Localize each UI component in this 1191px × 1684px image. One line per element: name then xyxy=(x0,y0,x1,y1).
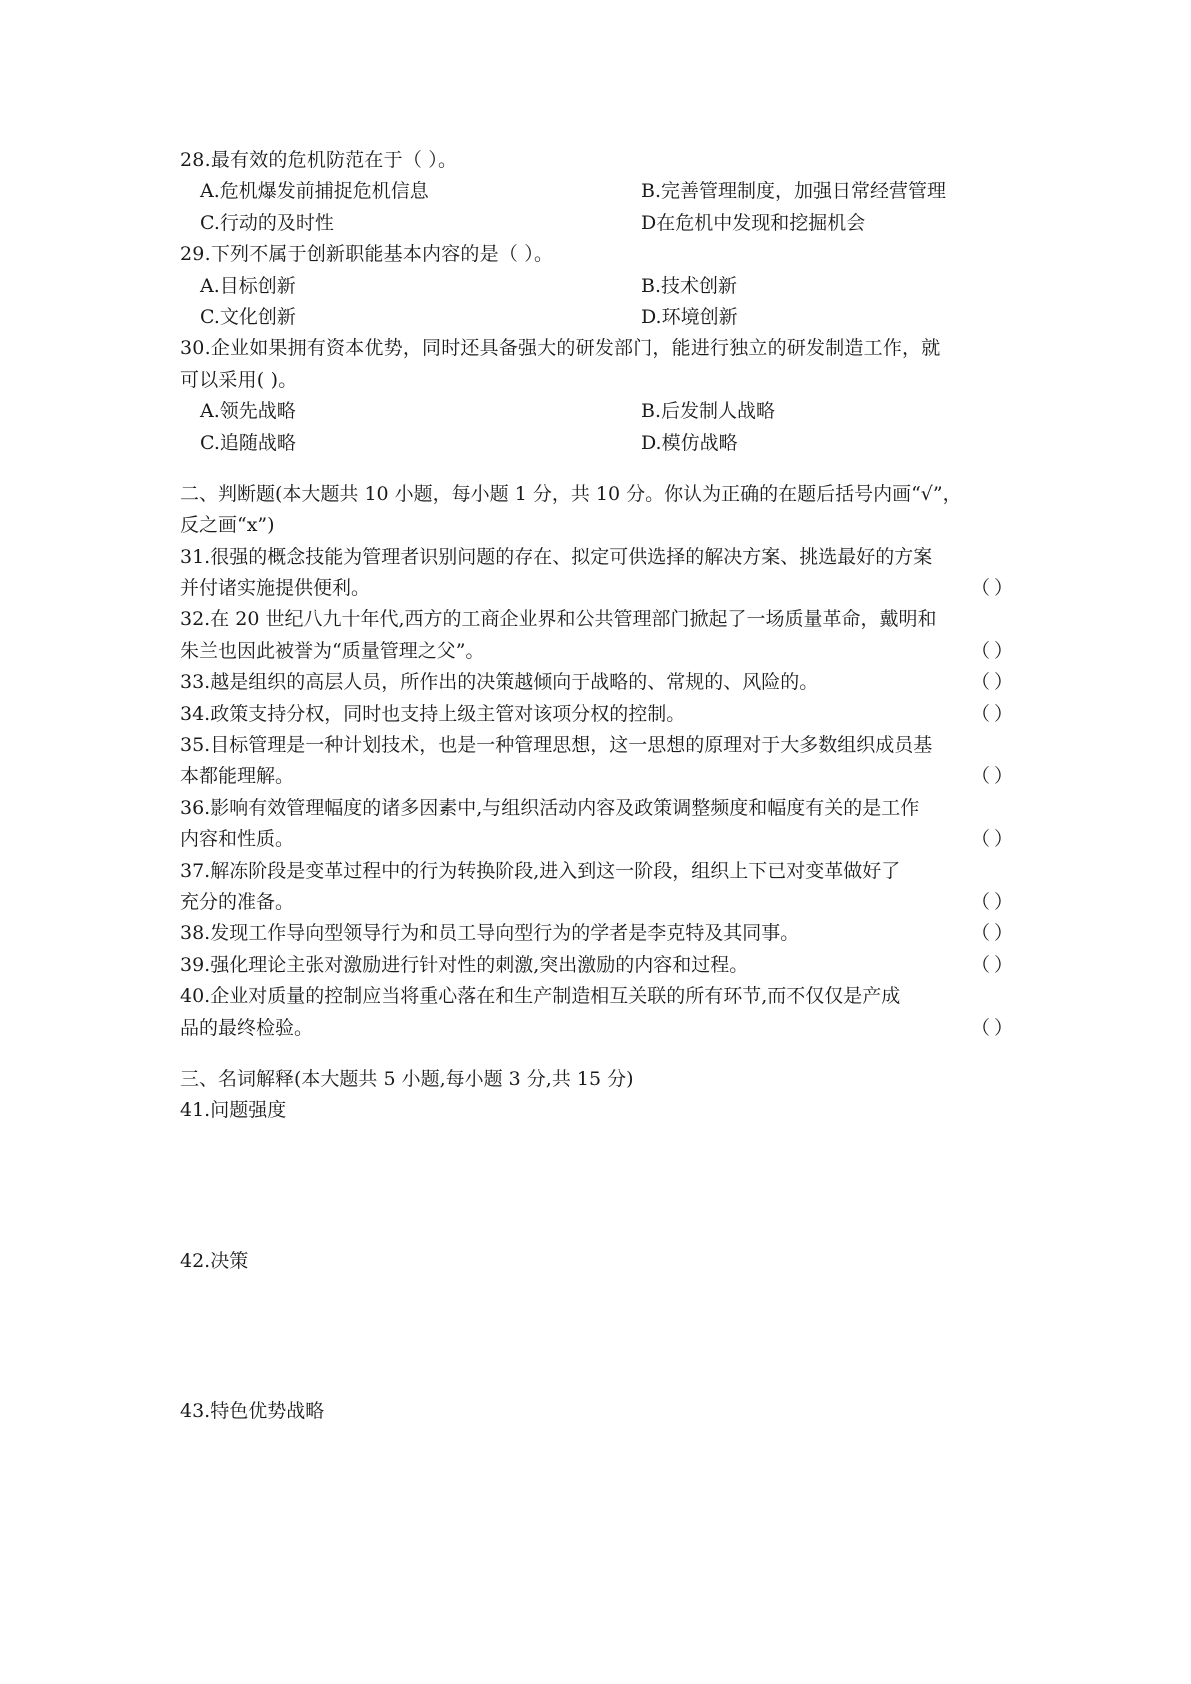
judgement-item-37 xyxy=(180,856,1015,919)
judgement-item-35 xyxy=(180,730,1015,793)
question-29 xyxy=(180,239,1015,333)
answer-blank[interactable]: （ ） xyxy=(971,577,1013,600)
option-b: B.完善管理制度，加强日常经营管理 xyxy=(641,180,947,203)
option-b: B.技术创新 xyxy=(641,274,738,297)
judgement-item-31 xyxy=(180,542,1015,605)
option-a: A.危机爆发前捕捉危机信息 xyxy=(200,180,429,203)
options-row xyxy=(180,302,1015,333)
options-row xyxy=(180,396,1015,427)
option-b: B.后发制人战略 xyxy=(641,400,776,423)
term-item-43: 43.特色优势战略 xyxy=(180,1400,325,1423)
question-stem: 29.下列不属于创新职能基本内容的是（ ）。 xyxy=(180,243,554,266)
answer-blank[interactable]: （ ） xyxy=(971,953,1013,976)
answer-space[interactable] xyxy=(180,1127,1015,1246)
answer-blank[interactable]: （ ） xyxy=(971,671,1013,694)
item-text-cont: 充分的准备。 xyxy=(180,890,295,913)
options-row xyxy=(180,208,1015,239)
answer-blank[interactable]: （ ） xyxy=(971,702,1013,725)
answer-blank[interactable]: （ ） xyxy=(971,890,1013,913)
answer-blank[interactable]: （ ） xyxy=(971,828,1013,851)
question-stem: 28.最有效的危机防范在于（ ）。 xyxy=(180,149,458,171)
judgement-list xyxy=(180,542,1015,1044)
option-c: C.文化创新 xyxy=(200,305,296,328)
item-text: 40.企业对质量的控制应当将重心落在和生产制造相互关联的所有环节,而不仅仅是产成 xyxy=(180,985,901,1008)
question-stem: 30.企业如果拥有资本优势，同时还具备强大的研发部门，能进行独立的研发制造工作，就 xyxy=(180,337,941,360)
item-text: 37.解冻阶段是变革过程中的行为转换阶段,进入到这一阶段，组织上下已对变革做好了 xyxy=(180,859,901,882)
option-c: C.行动的及时性 xyxy=(200,211,334,234)
item-text: 35.目标管理是一种计划技术，也是一种管理思想，这一思想的原理对于大多数组织成员基 xyxy=(180,734,933,757)
option-d: D.环境创新 xyxy=(641,305,738,328)
options-row xyxy=(180,271,1015,302)
option-a: A.目标创新 xyxy=(200,274,296,297)
item-text-cont: 朱兰也因此被誉为“质量管理之父”。 xyxy=(180,639,485,662)
question-30 xyxy=(180,333,1015,459)
section-title: 二、判断题(本大题共 10 小题，每小题 1 分，共 10 分。你认为正确的在题后括号内画“√”， xyxy=(180,482,962,505)
option-d: D在危机中发现和挖掘机会 xyxy=(641,211,866,234)
options-row xyxy=(180,176,1015,207)
item-text: 36.影响有效管理幅度的诸多因素中,与组织活动内容及政策调整频度和幅度有关的是工作 xyxy=(180,796,920,819)
answer-space[interactable] xyxy=(180,1277,1015,1396)
exam-page xyxy=(180,145,1015,1428)
term-item-41: 41.问题强度 xyxy=(180,1099,287,1122)
option-d: D.模仿战略 xyxy=(641,431,738,454)
question-stem-cont: 可以采用( )。 xyxy=(180,368,298,391)
item-text: 39.强化理论主张对激励进行针对性的刺激,突出激励的内容和过程。 xyxy=(180,953,749,976)
answer-blank[interactable]: （ ） xyxy=(971,1016,1013,1039)
question-28 xyxy=(180,145,1015,239)
item-text: 31.很强的概念技能为管理者识别问题的存在、拟定可供选择的解决方案、挑选最好的方案 xyxy=(180,545,933,568)
item-text: 38.发现工作导向型领导行为和员工导向型行为的学者是李克特及其同事。 xyxy=(180,922,800,945)
section-title: 三、名词解释(本大题共 5 小题,每小题 3 分,共 15 分) xyxy=(180,1067,634,1090)
judgement-item-32 xyxy=(180,604,1015,667)
judgement-item-39 xyxy=(180,950,1015,981)
item-text-cont: 品的最终检验。 xyxy=(180,1016,314,1039)
judgement-item-34 xyxy=(180,699,1015,730)
section-2-header xyxy=(180,479,1015,542)
answer-blank[interactable]: （ ） xyxy=(971,639,1013,662)
options-row xyxy=(180,428,1015,459)
section-title-cont: 反之画“x”) xyxy=(180,514,275,537)
answer-blank[interactable]: （ ） xyxy=(971,922,1013,945)
item-text-cont: 并付诸实施提供便利。 xyxy=(180,577,371,600)
judgement-item-38 xyxy=(180,918,1015,949)
section-3 xyxy=(180,1064,1015,1428)
option-c: C.追随战略 xyxy=(200,431,296,454)
judgement-item-33 xyxy=(180,667,1015,698)
judgement-item-36 xyxy=(180,793,1015,856)
item-text-cont: 本都能理解。 xyxy=(180,765,295,788)
item-text: 32.在 20 世纪八九十年代,西方的工商企业界和公共管理部门掀起了一场质量革命，戴明和 xyxy=(180,608,937,631)
answer-blank[interactable]: （ ） xyxy=(971,765,1013,788)
term-item-42: 42.决策 xyxy=(180,1249,249,1272)
judgement-item-40 xyxy=(180,981,1015,1044)
item-text: 33.越是组织的高层人员，所作出的决策越倾向于战略的、常规的、风险的。 xyxy=(180,671,819,694)
option-a: A.领先战略 xyxy=(200,400,296,423)
item-text: 34.政策支持分权，同时也支持上级主管对该项分权的控制。 xyxy=(180,702,686,725)
item-text-cont: 内容和性质。 xyxy=(180,828,295,851)
